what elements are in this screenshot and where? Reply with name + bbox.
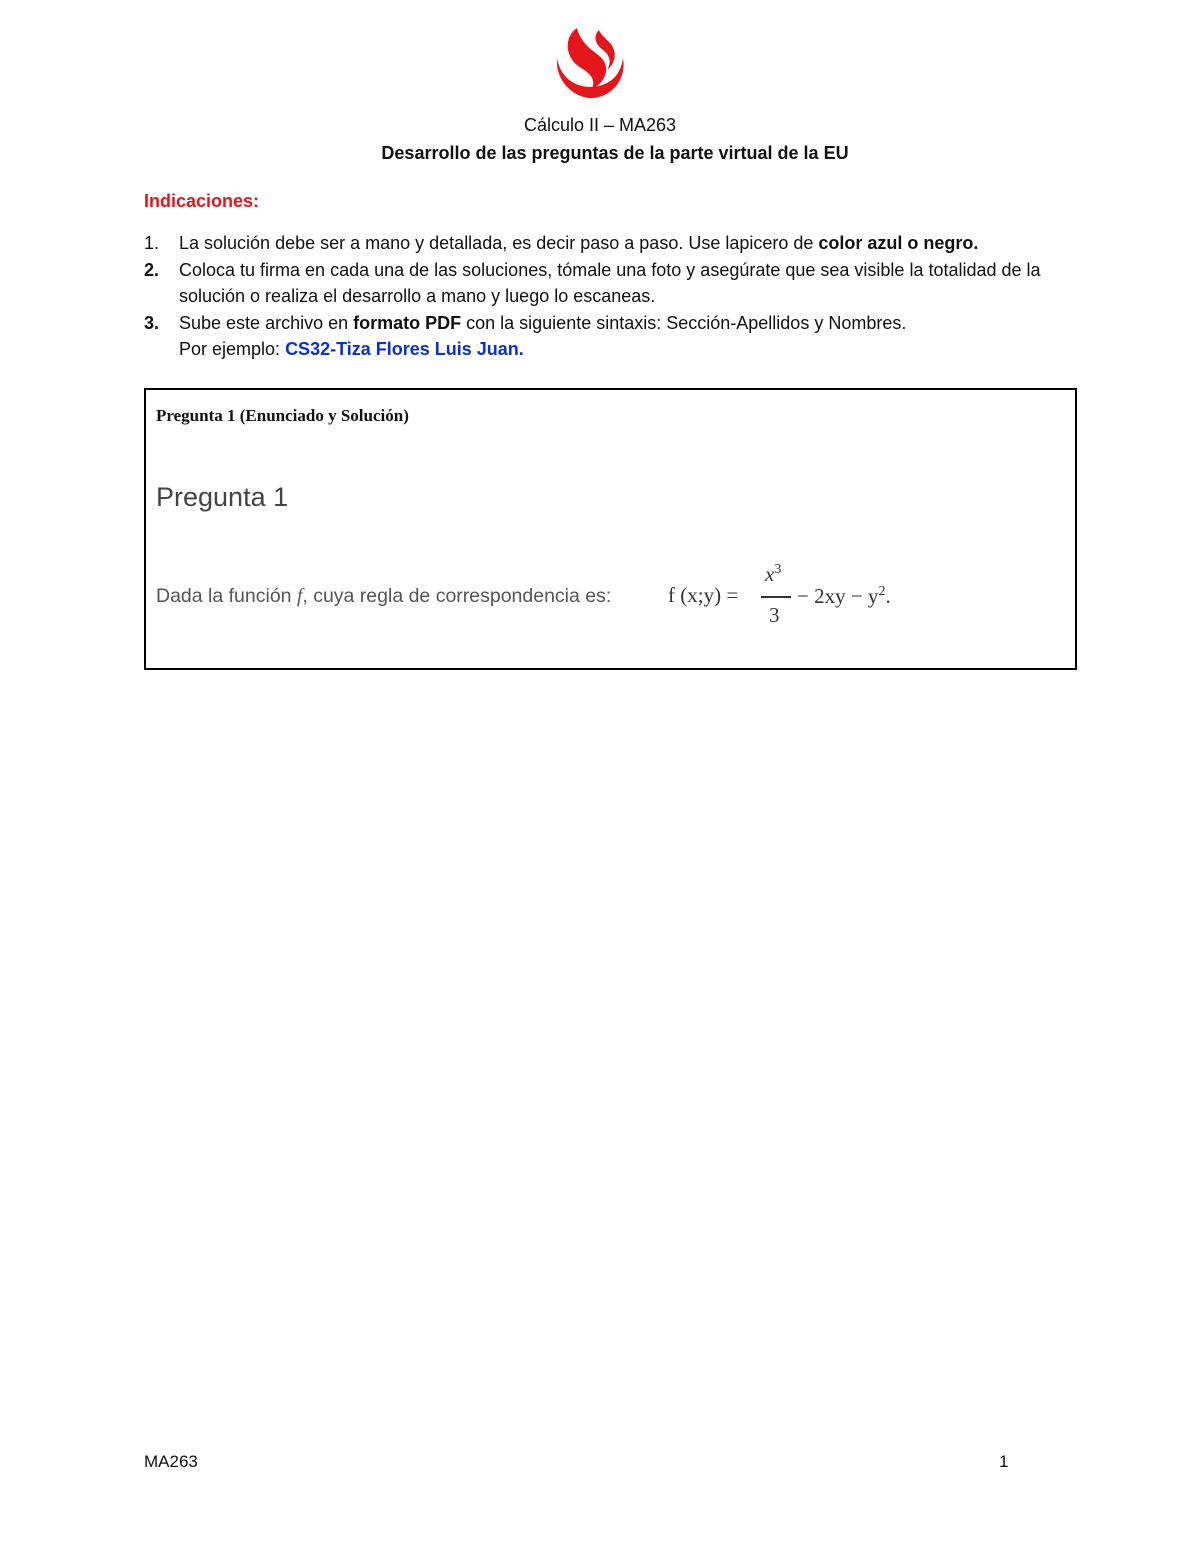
instruction-number: 1.: [144, 233, 160, 253]
question-box-heading-paren: (Enunciado y Solución): [239, 406, 409, 425]
statement-function-symbol: f: [296, 586, 303, 607]
instruction-item: [144, 230, 1094, 257]
footer-course-code: MA263: [144, 1452, 198, 1471]
instructions-heading: Indicaciones:: [144, 191, 260, 211]
formula-rest-end: .: [885, 584, 891, 608]
formula-rest: [797, 584, 891, 609]
formula-numerator-base: x: [765, 562, 775, 586]
footer-page-number: 1: [999, 1452, 1009, 1471]
document-title: Desarrollo de las preguntas de la parte virtual de la EU: [381, 143, 849, 163]
instruction-number: 2.: [144, 259, 160, 280]
instruction-text-continued: con la siguiente sintaxis: Sección-Apellidos y Nombres.: [461, 312, 907, 333]
question-box-heading-main: Pregunta 1: [156, 406, 240, 425]
instruction-item: [144, 257, 1094, 310]
formula-rest-terms: − 2xy − y: [797, 584, 879, 608]
example-label: Por ejemplo:: [179, 339, 286, 359]
formula-numerator-exponent: 3: [774, 562, 782, 577]
fraction-bar: [761, 596, 791, 598]
instruction-number: 3.: [144, 312, 160, 333]
formula-rest-exponent: 2: [878, 584, 886, 599]
question-title: Pregunta 1: [156, 482, 289, 512]
question-box-heading: [156, 405, 409, 427]
example-value: CS32-Tiza Flores Luis Juan.: [285, 339, 524, 359]
instruction-text: La solución debe ser a mano y detallada, es decir paso a paso. Use lapicero de: [179, 233, 819, 253]
question-statement: [156, 583, 611, 610]
instructions-list: [144, 230, 1094, 363]
question-box: [144, 388, 1077, 670]
formula-numerator: [765, 562, 781, 587]
instruction-bold-text: formato PDF: [353, 312, 462, 333]
instruction-bold-text: color azul o negro.: [818, 233, 979, 253]
instruction-text: Coloca tu firma en cada una de las soluciones, tómale una foto y asegúrate que sea visible la totalidad de la solución o realiza el desarrollo a mano y luego lo escaneas.: [179, 259, 1041, 306]
formula-denominator: 3: [769, 603, 780, 627]
instruction-item: [144, 310, 1094, 363]
formula-lhs: f (x;y) =: [668, 583, 739, 607]
statement-end: , cuya regla de correspondencia es:: [302, 585, 612, 607]
upc-flame-logo-icon: [551, 24, 629, 102]
course-title: Cálculo II – MA263: [523, 115, 677, 135]
statement-start: Dada la función: [156, 585, 297, 607]
instruction-text: Sube este archivo en: [179, 312, 354, 333]
